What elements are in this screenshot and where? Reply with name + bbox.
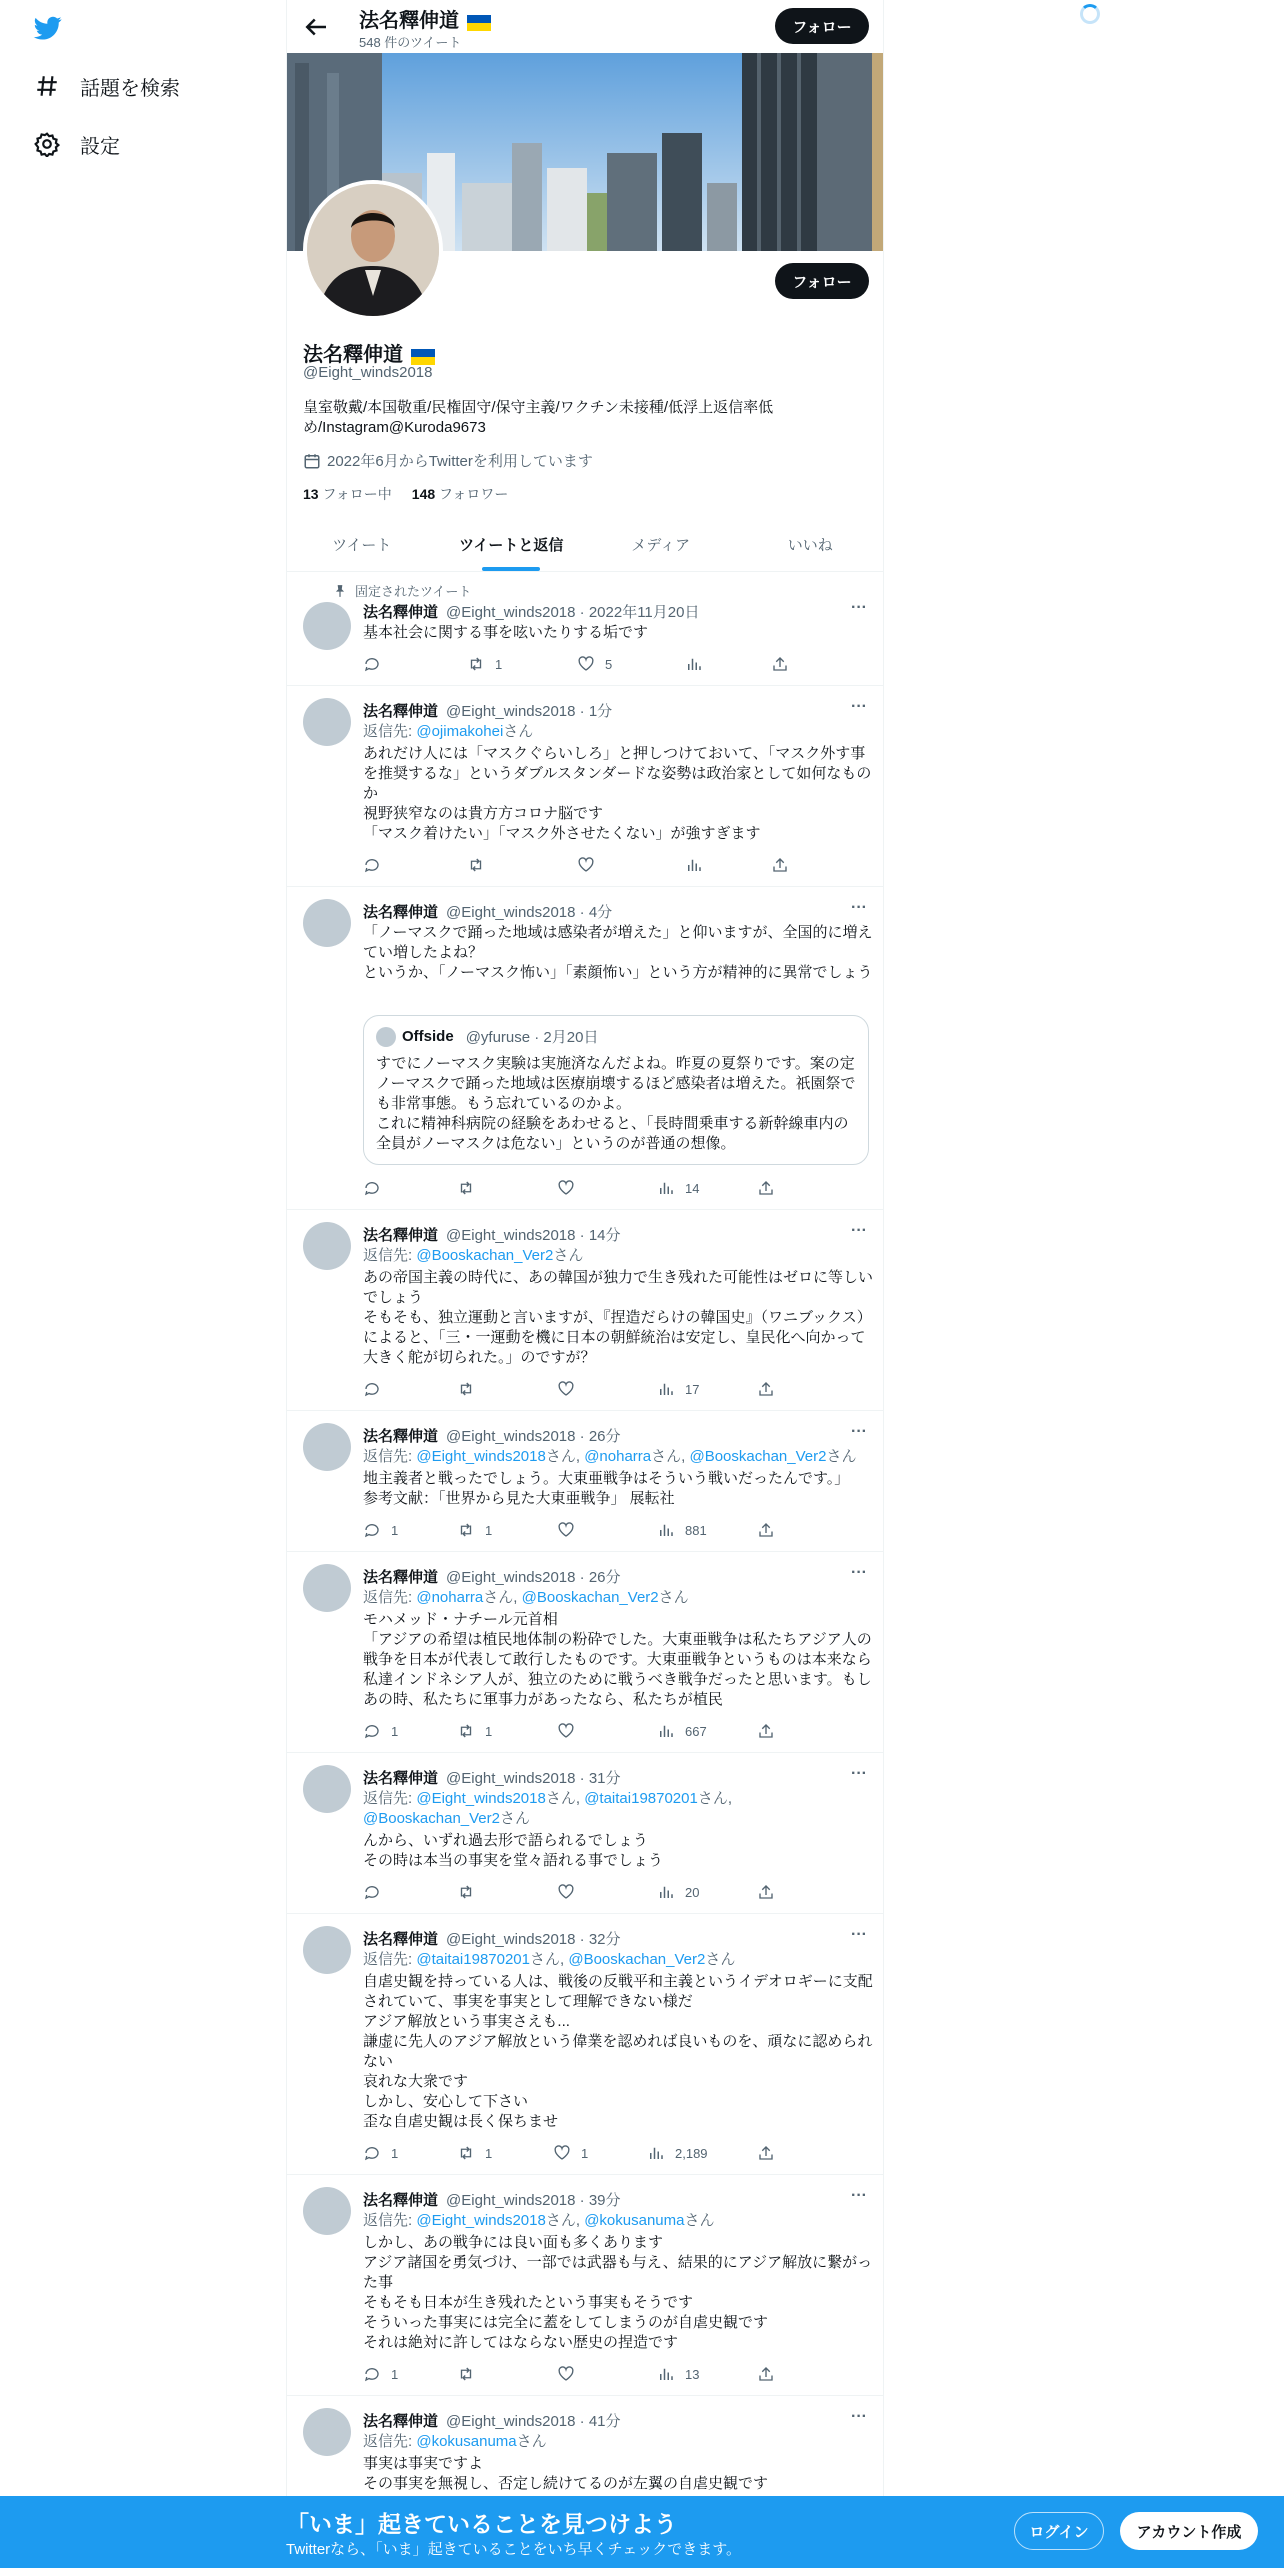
- profile-tabs: [287, 518, 884, 572]
- profile-header-bar: [287, 0, 884, 53]
- like-button[interactable]: [557, 1722, 585, 1740]
- tweet-item[interactable]: [287, 2396, 884, 2506]
- reply-icon: [363, 2144, 381, 2162]
- tweet-meta[interactable]: @Eight_winds2018 · 39分: [446, 2192, 621, 2209]
- calendar-icon: [303, 452, 321, 470]
- like-button[interactable]: 5: [577, 655, 612, 673]
- tweet-text: 地主義者と戦ったでしょう。大東亜戦争はそういう戦いだったんです。」 参考文献：「世界から見た大東亜戦争」 展転社: [363, 1470, 850, 1507]
- tweet-header: [363, 2410, 621, 2431]
- tweet-item[interactable]: [287, 2175, 884, 2396]
- reply-button[interactable]: 1: [363, 1521, 398, 1539]
- reply-to-line: 返信先: @taitai19870201さん, @Booskachan_Ver2さん: [363, 1951, 736, 1968]
- tweet-actions: [363, 1179, 803, 1199]
- quoted-tweet-text: すでにノーマスク実験は実施済なんだよね。昨夏の夏祭りです。案の定ノーマスクで踊った地域は医療崩壊するほど感染者は増えた。祇園祭でも非常事態。もう忘れているのかよ。 これに精神科病院の経験をあわせると、「長時間乗車する新幹線車内の全員がノーマスクは危ない」というのが普通の想像。: [376, 1055, 856, 1152]
- tweet-text: あの帝国主義の時代に、あの韓国が独力で生き残れた可能性はゼロに等しいでしょう そもそも、独立運動と言いますが、『捏造だらけの韓国史』（ワニブックス）によると、「三・一運動を機に日本の朝鮮統治は安定し、皇民化へ向かって大きく舵が切られた。」のですが？: [363, 1269, 874, 1366]
- more-options-icon[interactable]: ···: [851, 1564, 867, 1581]
- share-button[interactable]: [757, 1179, 785, 1197]
- views-button[interactable]: [685, 655, 713, 673]
- like-button[interactable]: [557, 2365, 585, 2383]
- tweet-meta[interactable]: @Eight_winds2018 · 41分: [446, 2413, 621, 2430]
- pinned-indicator: 固定されたツイート: [333, 581, 471, 600]
- tweet-meta[interactable]: @Eight_winds2018 · 31分: [446, 1770, 621, 1787]
- heart-icon: [557, 1521, 575, 1539]
- tweet-avatar[interactable]: [303, 1564, 351, 1612]
- tweet-item[interactable]: [287, 573, 884, 686]
- mention-link[interactable]: @Booskachan_Ver2: [416, 1247, 554, 1264]
- tweet-author-name[interactable]: 法名釋伸道: [363, 1770, 439, 1787]
- hashtag-icon: [32, 71, 62, 101]
- tweet-author-name[interactable]: 法名釋伸道: [363, 703, 439, 720]
- mention-link[interactable]: @Booskachan_Ver2: [568, 1951, 706, 1968]
- bar-chart-icon: [657, 1883, 675, 1901]
- tweet-header: [363, 1928, 621, 1949]
- mention-link[interactable]: @noharra: [416, 1589, 484, 1606]
- share-icon: [757, 1722, 775, 1740]
- heart-icon: [557, 1179, 575, 1197]
- heart-icon: [557, 1883, 575, 1901]
- tweet-author-name[interactable]: 法名釋伸道: [363, 1227, 439, 1244]
- retweet-button[interactable]: 1: [467, 655, 502, 673]
- more-options-icon[interactable]: ···: [851, 1926, 867, 1943]
- tweet-item[interactable]: [287, 1411, 884, 1552]
- sidebar-item-settings[interactable]: [32, 124, 120, 164]
- more-options-icon[interactable]: ···: [851, 698, 867, 715]
- bar-chart-icon: [657, 1179, 675, 1197]
- signup-prompt-subtitle: Twitterなら、「いま」起きていることをいち早くチェックできます。: [286, 2541, 742, 2558]
- tweet-header: [363, 601, 699, 622]
- tweet-avatar[interactable]: [303, 1423, 351, 1471]
- retweet-button[interactable]: [457, 1380, 485, 1398]
- tweet-avatar[interactable]: [303, 1926, 351, 1974]
- tweet-item[interactable]: [287, 1753, 884, 1914]
- bar-chart-icon: [657, 1722, 675, 1740]
- mention-link[interactable]: @Eight_winds2018: [416, 2212, 546, 2229]
- tweet-actions: [363, 2144, 803, 2164]
- sidebar-item-label: 話題を検索: [80, 77, 180, 100]
- share-icon: [771, 856, 789, 874]
- profile-follow-stats: [303, 484, 508, 504]
- tweet-actions: [363, 1380, 803, 1400]
- bar-chart-icon: [657, 1380, 675, 1398]
- mention-link[interactable]: @taitai19870201: [416, 1951, 530, 1968]
- views-button[interactable]: 13: [657, 2365, 699, 2383]
- retweet-icon: [457, 1179, 475, 1197]
- heart-icon: [557, 1722, 575, 1740]
- quoted-author-name: Offside: [402, 1028, 454, 1045]
- share-icon: [757, 1179, 775, 1197]
- heart-icon: [577, 856, 595, 874]
- retweet-icon: [457, 2365, 475, 2383]
- tweet-text: あれだけ人には「マスクぐらいしろ」と押しつけておいて、「マスク外す事を推奨するな」というダブルスタンダードな姿勢は政治家として如何なものか 視野狭窄なのは貴方方コロナ脳です 「マスク着けたい」「マスク外させたくない」が強すぎます: [363, 745, 872, 842]
- mention-link[interactable]: @Booskachan_Ver2: [689, 1448, 827, 1465]
- share-icon: [757, 2144, 775, 2162]
- mention-link[interactable]: @ojimakohei: [416, 723, 504, 740]
- tweet-author-name[interactable]: 法名釋伸道: [363, 1569, 439, 1586]
- signup-prompt-title: 「いま」起きていることを見つけよう: [286, 2511, 677, 2537]
- header-follow-button[interactable]: フォロー: [775, 8, 869, 44]
- tweet-item[interactable]: [287, 887, 884, 1210]
- tweet-text: 事実は事実ですよ その事実を無視し、否定し続けてるのが左翼の自虐史観です: [363, 2455, 769, 2492]
- mention-link[interactable]: @kokusanuma: [584, 2212, 685, 2229]
- reply-to-line: 返信先: @Eight_winds2018さん, @noharraさん, @Booskachan_Ver2さん: [363, 1448, 857, 1465]
- gear-icon: [32, 129, 62, 159]
- more-options-icon[interactable]: ···: [851, 2187, 867, 2204]
- tweet-header: [363, 700, 612, 721]
- tweet-meta[interactable]: @Eight_winds2018 · 4分: [446, 904, 613, 921]
- tweet-avatar[interactable]: [303, 1222, 351, 1270]
- tweet-meta[interactable]: @Eight_winds2018 · 2022年11月20日: [446, 604, 700, 621]
- views-button[interactable]: 14: [657, 1179, 699, 1197]
- tweet-actions: [363, 655, 803, 675]
- twitter-logo-icon[interactable]: [32, 14, 64, 42]
- tab-media[interactable]: メディア: [631, 537, 691, 554]
- tweet-actions: [363, 1521, 803, 1541]
- retweet-icon: [467, 655, 485, 673]
- tweet-actions: [363, 1883, 803, 1903]
- more-options-icon[interactable]: ···: [851, 1765, 867, 1782]
- more-options-icon[interactable]: ···: [851, 899, 867, 916]
- tweet-text: んから、いずれ過去形で語られるでしょう その時は本当の事実を堂々語れる事でしょう: [363, 1832, 664, 1869]
- bar-chart-icon: [657, 2365, 675, 2383]
- retweet-button[interactable]: [467, 856, 495, 874]
- heart-icon: [577, 655, 595, 673]
- more-options-icon[interactable]: ···: [851, 2408, 867, 2425]
- reply-to-line: 返信先: @Booskachan_Ver2さん: [363, 1247, 584, 1264]
- retweet-button[interactable]: [457, 2365, 485, 2383]
- like-button[interactable]: [557, 1380, 585, 1398]
- retweet-icon: [467, 856, 485, 874]
- reply-icon: [363, 2365, 381, 2383]
- share-button[interactable]: [757, 1883, 785, 1901]
- share-button[interactable]: [771, 655, 799, 673]
- tweet-item[interactable]: [287, 1210, 884, 1411]
- tweet-avatar[interactable]: [303, 698, 351, 746]
- mention-link[interactable]: @Booskachan_Ver2: [363, 1810, 500, 1827]
- retweet-button[interactable]: 1: [457, 2144, 492, 2162]
- mention-link[interactable]: @kokusanuma: [416, 2433, 517, 2450]
- header-name: 法名釋伸道: [359, 4, 491, 33]
- reply-to-line: 返信先: @kokusanumaさん: [363, 2433, 547, 2450]
- tweet-avatar[interactable]: [303, 899, 351, 947]
- mention-link[interactable]: @taitai19870201: [584, 1790, 698, 1807]
- heart-icon: [553, 2144, 571, 2162]
- tweet-meta[interactable]: @Eight_winds2018 · 14分: [446, 1227, 621, 1244]
- share-button[interactable]: [757, 2144, 785, 2162]
- share-icon: [757, 1883, 775, 1901]
- reply-icon: [363, 856, 381, 874]
- back-arrow-icon[interactable]: [301, 12, 331, 42]
- tweet-header: [363, 1767, 621, 1788]
- reply-button[interactable]: [363, 1179, 391, 1197]
- views-button[interactable]: 2,189: [647, 2144, 708, 2162]
- reply-icon: [363, 655, 381, 673]
- heart-icon: [557, 1380, 575, 1398]
- retweet-icon: [457, 1722, 475, 1740]
- views-button[interactable]: 667: [657, 1722, 707, 1740]
- sidebar-item-label: 設定: [80, 135, 120, 158]
- reply-button[interactable]: [363, 655, 391, 673]
- views-button[interactable]: 881: [657, 1521, 707, 1539]
- like-button[interactable]: 1: [553, 2144, 588, 2162]
- profile-bio: 皇室敬戴/本国敬重/民権固守/保守主義/ワクチン未接種/低浮上返信率低め/Instagram@Kuroda9673: [303, 399, 774, 436]
- profile-follow-button[interactable]: フォロー: [775, 263, 869, 299]
- signup-button[interactable]: アカウント作成: [1120, 2512, 1258, 2550]
- retweet-icon: [457, 1521, 475, 1539]
- reply-button[interactable]: 1: [363, 2144, 398, 2162]
- tweet-header: [363, 1425, 621, 1446]
- retweet-icon: [457, 2144, 475, 2162]
- profile-avatar[interactable]: [303, 180, 443, 320]
- tweet-author-name[interactable]: 法名釋伸道: [363, 604, 439, 621]
- like-button[interactable]: [557, 1521, 585, 1539]
- tweet-avatar[interactable]: [303, 2408, 351, 2456]
- tweet-meta[interactable]: @Eight_winds2018 · 26分: [446, 1428, 621, 1445]
- reply-button[interactable]: [363, 856, 391, 874]
- ukraine-flag-icon: [411, 348, 435, 364]
- views-button[interactable]: 20: [657, 1883, 699, 1901]
- share-button[interactable]: [771, 856, 799, 874]
- signup-prompt-bar: [0, 2496, 1284, 2568]
- share-icon: [771, 655, 789, 673]
- tweet-meta[interactable]: @Eight_winds2018 · 1分: [446, 703, 613, 720]
- tweet-avatar[interactable]: [303, 1765, 351, 1813]
- reply-to-line: 返信先: @ojimakoheiさん: [363, 723, 534, 740]
- tweet-header: [363, 1566, 621, 1587]
- sidebar-item-explore[interactable]: [32, 66, 180, 106]
- more-options-icon[interactable]: ···: [851, 1222, 867, 1239]
- reply-icon: [363, 1521, 381, 1539]
- tweet-actions: [363, 856, 803, 876]
- retweet-button[interactable]: [457, 1883, 485, 1901]
- retweet-icon: [457, 1883, 475, 1901]
- share-icon: [757, 2365, 775, 2383]
- like-button[interactable]: [557, 1179, 585, 1197]
- login-button[interactable]: ログイン: [1014, 2512, 1104, 2550]
- reply-to-line: 返信先: @noharraさん, @Booskachan_Ver2さん: [363, 1589, 689, 1606]
- reply-icon: [363, 1883, 381, 1901]
- tab-tweets[interactable]: ツイート: [332, 537, 392, 554]
- loading-spinner-icon: [1080, 4, 1100, 24]
- tweet-header: [363, 2189, 621, 2210]
- reply-to-line: 返信先: @Eight_winds2018さん, @taitai19870201さん, @Booskachan_Ver2さん: [363, 1790, 733, 1827]
- tweet-actions: [363, 2365, 803, 2385]
- share-button[interactable]: [757, 1380, 785, 1398]
- reply-icon: [363, 1380, 381, 1398]
- tweet-item[interactable]: [287, 1914, 884, 2175]
- reply-to-line: 返信先: @Eight_winds2018さん, @kokusanumaさん: [363, 2212, 715, 2229]
- tweet-author-name[interactable]: 法名釋伸道: [363, 1931, 439, 1948]
- reply-icon: [363, 1722, 381, 1740]
- mention-link[interactable]: @Booskachan_Ver2: [521, 1589, 659, 1606]
- heart-icon: [557, 2365, 575, 2383]
- tweet-meta[interactable]: @Eight_winds2018 · 26分: [446, 1569, 621, 1586]
- following-link[interactable]: 13 フォロー中: [303, 486, 392, 502]
- profile-name: 法名釋伸道: [303, 338, 435, 367]
- share-button[interactable]: [757, 1521, 785, 1539]
- tab-likes[interactable]: いいね: [787, 537, 833, 554]
- more-options-icon[interactable]: ···: [851, 1423, 867, 1440]
- header-tweet-count: 548 件のツイート: [359, 35, 462, 50]
- pin-icon: [333, 584, 347, 598]
- reply-button[interactable]: [363, 1883, 391, 1901]
- tweet-author-name[interactable]: 法名釋伸道: [363, 1428, 439, 1445]
- sidebar: [0, 0, 286, 2568]
- followers-link[interactable]: 148 フォロワー: [411, 486, 509, 502]
- ukraine-flag-icon: [467, 14, 491, 30]
- tweet-header: [363, 901, 612, 922]
- main-column: [286, 0, 884, 2568]
- tweet-avatar[interactable]: [303, 602, 351, 650]
- quoted-tweet-avatar: [376, 1027, 396, 1047]
- share-button[interactable]: [757, 2365, 785, 2383]
- tweet-author-name[interactable]: 法名釋伸道: [363, 2413, 439, 2430]
- views-button[interactable]: [685, 856, 713, 874]
- reply-button[interactable]: 1: [363, 2365, 398, 2383]
- reply-icon: [363, 1179, 381, 1197]
- quoted-tweet-header: [376, 1026, 598, 1047]
- tweet-text: 基本社会に関する事を呟いたりする垢です: [363, 624, 649, 641]
- views-button[interactable]: 17: [657, 1380, 699, 1398]
- profile-joined: 2022年6月からTwitterを利用しています: [303, 450, 593, 471]
- like-button[interactable]: [577, 856, 605, 874]
- bar-chart-icon: [647, 2144, 665, 2162]
- share-button[interactable]: [757, 1722, 785, 1740]
- reply-button[interactable]: [363, 1380, 391, 1398]
- more-options-icon[interactable]: ···: [851, 599, 867, 616]
- tweet-item[interactable]: [287, 1552, 884, 1753]
- tweet-author-name[interactable]: 法名釋伸道: [363, 2192, 439, 2209]
- tweet-meta[interactable]: @Eight_winds2018 · 32分: [446, 1931, 621, 1948]
- retweet-button[interactable]: 1: [457, 1722, 492, 1740]
- tab-tweets-and-replies[interactable]: ツイートと返信: [437, 518, 587, 571]
- reply-button[interactable]: 1: [363, 1722, 398, 1740]
- bar-chart-icon: [685, 655, 703, 673]
- tweet-text: しかし、あの戦争には良い面も多くあります アジア諸国を勇気づけ、一部では武器も与え、結果的にアジア解放に繋がった事 そもそも日本が生き残れたという事実もそうです そういった事実には完全に蓋をしてしまうのが自虐史観です それは絶対に許してはならない歴史の捏造です: [363, 2234, 873, 2351]
- tweet-author-name[interactable]: 法名釋伸道: [363, 904, 439, 921]
- mention-link[interactable]: @Eight_winds2018: [416, 1448, 546, 1465]
- retweet-button[interactable]: 1: [457, 1521, 492, 1539]
- mention-link[interactable]: @noharra: [584, 1448, 652, 1465]
- like-button[interactable]: [557, 1883, 585, 1901]
- tweet-text: モハメッド・ナチール元首相 「アジアの希望は植民地体制の粉砕でした。大東亜戦争は私たちアジア人の戦争を日本が代表して敢行したものです。大東亜戦争というものは本来なら私達インドネシア人が、独立のために戦うべき戦争だったと思います。もしあの時、私たちに軍事力があったなら、私たちが植民: [363, 1611, 872, 1708]
- bar-chart-icon: [657, 1521, 675, 1539]
- bar-chart-icon: [685, 856, 703, 874]
- tweet-actions: [363, 1722, 803, 1742]
- quoted-tweet[interactable]: [363, 1015, 869, 1165]
- tweet-avatar[interactable]: [303, 2187, 351, 2235]
- retweet-button[interactable]: [457, 1179, 485, 1197]
- mention-link[interactable]: @Eight_winds2018: [416, 1790, 546, 1807]
- share-icon: [757, 1521, 775, 1539]
- profile-handle: @Eight_winds2018: [303, 364, 433, 381]
- tweet-text: 自虐史観を持っている人は、戦後の反戦平和主義というイデオロギーに支配されていて、事実を事実として理解できない様だ アジア解放という事実さえも... 謙虚に先人のアジア解放という偉業を認めれば良いものを、頑なに認められない 哀れな大衆です しかし、安心して下さい 歪な自虐史観は長く保ちませ: [363, 1973, 873, 2130]
- tweet-text: 「ノーマスクで踊った地域は感染者が増えた」と仰いますが、全国的に増えてい増したよね？ というか、「ノーマスク怖い」「素顔怖い」という方が精神的に異常でしょう: [363, 924, 873, 981]
- tweet-header: [363, 1224, 621, 1245]
- quoted-meta: @yfuruse · 2月20日: [465, 1029, 599, 1046]
- share-icon: [757, 1380, 775, 1398]
- tweet-item[interactable]: [287, 686, 884, 887]
- retweet-icon: [457, 1380, 475, 1398]
